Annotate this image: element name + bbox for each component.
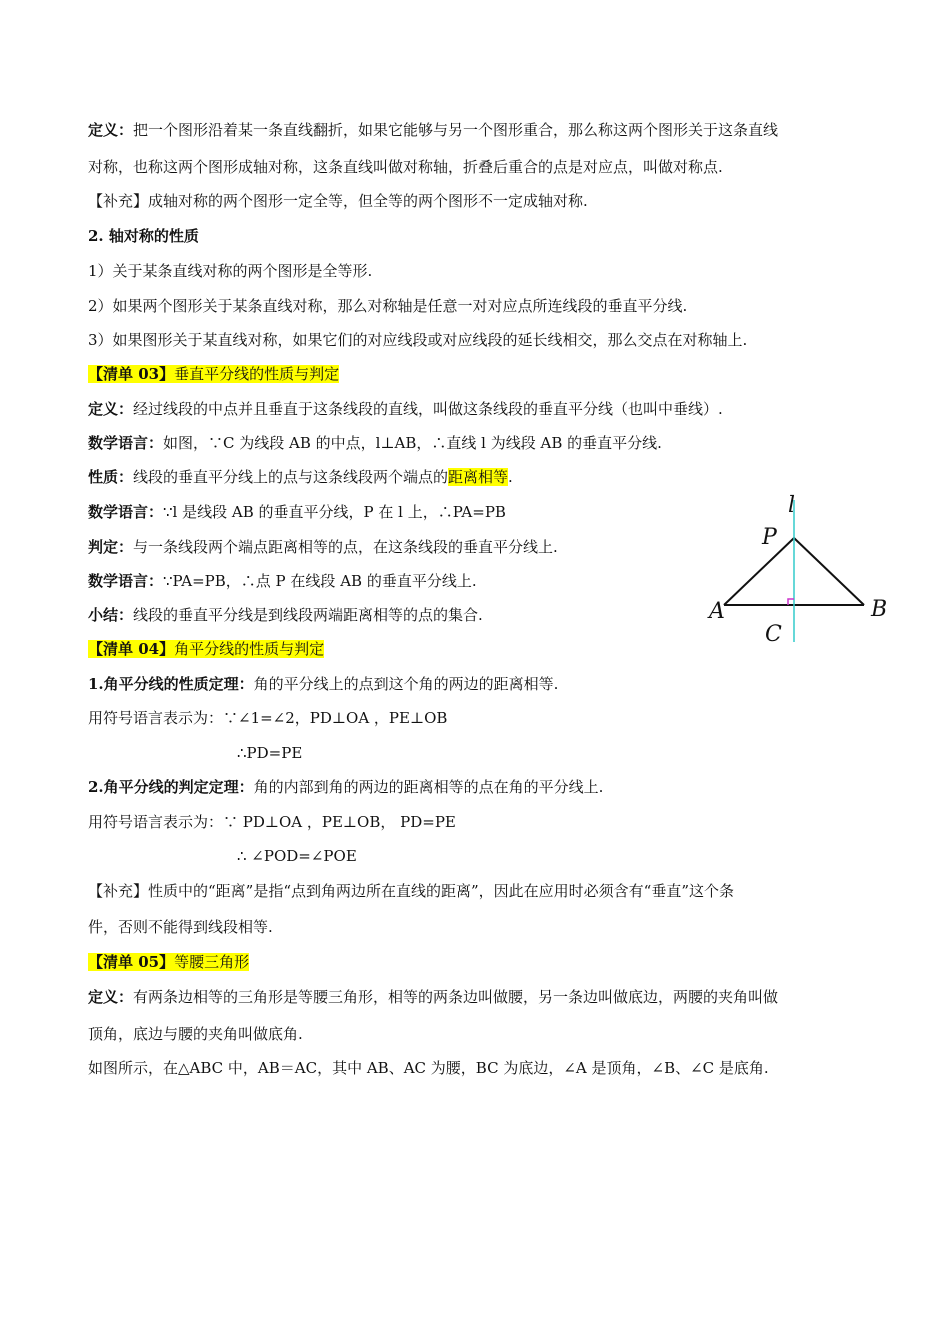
label-b: B (871, 597, 888, 622)
list03-lang3-label: 数学语言： (88, 572, 164, 590)
list04-supp1: 【补充】性质中的“距离”是指“点到角两边所在直线的距离”，因此在应用时必须含有“垂直”这个条 (88, 882, 735, 900)
list05-def1 (88, 987, 778, 1007)
list03-judge (88, 537, 558, 557)
list03-lang3-text: ∵PA=PB，∴点 P 在线段 AB 的垂直平分线上. (163, 572, 477, 590)
list03-prop-text: 线段的垂直平分线上的点与这条线段两个端点的 (133, 468, 449, 486)
sec2-p1: 1）关于某条直线对称的两个图形是全等形. (88, 262, 373, 280)
list03-def (88, 399, 723, 419)
sec2-p3: 3）如果图形关于某直线对称，如果它们的对应线段或对应线段的延长线相交，那么交点在对称轴上. (88, 331, 748, 349)
list03-def-text: 经过线段的中点并且垂直于这条线段的直线，叫做这条线段的垂直平分线（也叫中垂线）. (133, 400, 723, 418)
label-l: l (788, 493, 796, 518)
list03-lang1 (88, 433, 662, 453)
list03-lang2 (88, 502, 506, 522)
def1-text1: 把一个图形沿着某一条直线翻折，如果它能够与另一个图形重合，那么称这两个图形关于这条直线 (133, 121, 779, 139)
list04-supp2: 件，否则不能得到线段相等. (88, 918, 273, 936)
list03-prop (88, 467, 513, 487)
list03-lang1-label: 数学语言： (88, 434, 164, 452)
list04-heading (88, 639, 324, 659)
list04-heading-hl (88, 640, 324, 658)
list03-prop-highlight: 距离相等 (448, 468, 509, 486)
sec2-p2: 2）如果两个图形关于某条直线对称，那么对称轴是任意一对对应点所连线段的垂直平分线. (88, 297, 688, 315)
bisector-figure-svg (700, 490, 900, 650)
list04-t1 (88, 674, 558, 694)
list03-heading-hl (88, 365, 339, 383)
label-p: P (762, 525, 777, 550)
list03-prop-end: . (508, 468, 513, 486)
def1-label: 定义： (88, 121, 134, 139)
list03-title: 垂直平分线的性质与判定 (174, 365, 340, 383)
list03-heading (88, 364, 339, 384)
segment-pa (724, 538, 794, 605)
list03-summary (88, 605, 483, 625)
list05-def-text1: 有两条边相等的三角形是等腰三角形，相等的两条边叫做腰，另一条边叫做底边，两腰的夹角叫做 (133, 988, 779, 1006)
label-c: C (765, 622, 782, 647)
list03-judge-label: 判定： (88, 538, 134, 556)
list04-t1-label: 1.角平分线的性质定理： (88, 675, 254, 693)
list05-title: 等腰三角形 (174, 953, 250, 971)
list03-prop-label: 性质： (88, 468, 134, 486)
supp1: 【补充】成轴对称的两个图形一定全等，但全等的两个图形不一定成轴对称. (88, 192, 588, 210)
list03-sum-label: 小结： (88, 606, 134, 624)
list03-lang1-text: 如图，∵C 为线段 AB 的中点，l⊥AB，∴直线 l 为线段 AB 的垂直平分线. (163, 434, 662, 452)
list03-judge-text: 与一条线段两个端点距离相等的点，在这条线段的垂直平分线上. (133, 538, 558, 556)
list05-tag: 【清单 05】 (88, 953, 175, 971)
list04-t2-sym2: ∴ ∠POD=∠POE (237, 847, 357, 865)
label-a: A (709, 599, 725, 624)
list04-tag: 【清单 04】 (88, 640, 175, 658)
list03-lang3 (88, 571, 477, 591)
sec2-title: 2. 轴对称的性质 (88, 227, 199, 245)
list03-def-label: 定义： (88, 400, 134, 418)
list05-def-label: 定义： (88, 988, 134, 1006)
list03-tag: 【清单 03】 (88, 365, 175, 383)
bisector-figure (700, 490, 900, 650)
list04-title: 角平分线的性质与判定 (174, 640, 325, 658)
list04-t1-sym1: 用符号语言表示为：∵∠1=∠2，PD⊥OA ，PE⊥OB (88, 709, 448, 727)
def1-line2: 对称，也称这两个图形成轴对称，这条直线叫做对称轴，折叠后重合的点是对应点，叫做对称点. (88, 158, 723, 176)
list03-sum-text: 线段的垂直平分线是到线段两端距离相等的点的集合. (133, 606, 483, 624)
list04-t1-sym2: ∴PD=PE (237, 744, 303, 762)
def1-line1 (88, 120, 778, 140)
list05-def2: 顶角，底边与腰的夹角叫做底角. (88, 1025, 303, 1043)
list05-heading-hl (88, 953, 249, 971)
list04-t1-text: 角的平分线上的点到这个角的两边的距离相等. (253, 675, 559, 693)
list04-t2-sym1: 用符号语言表示为：∵ PD⊥OA ，PE⊥OB， PD=PE (88, 813, 456, 831)
segment-pb (794, 538, 864, 605)
list05-example: 如图所示，在△ABC 中，AB＝AC，其中 AB、AC 为腰，BC 为底边，∠A 是顶角，∠B、∠C 是底角. (88, 1059, 769, 1077)
list03-lang2-text: ∵l 是线段 AB 的垂直平分线，P 在 l 上，∴PA=PB (163, 503, 506, 521)
list05-heading (88, 952, 249, 972)
list04-t2-text: 角的内部到角的两边的距离相等的点在角的平分线上. (253, 778, 604, 796)
list04-t2 (88, 777, 603, 797)
list04-t2-label: 2.角平分线的判定定理： (88, 778, 254, 796)
list03-lang2-label: 数学语言： (88, 503, 164, 521)
